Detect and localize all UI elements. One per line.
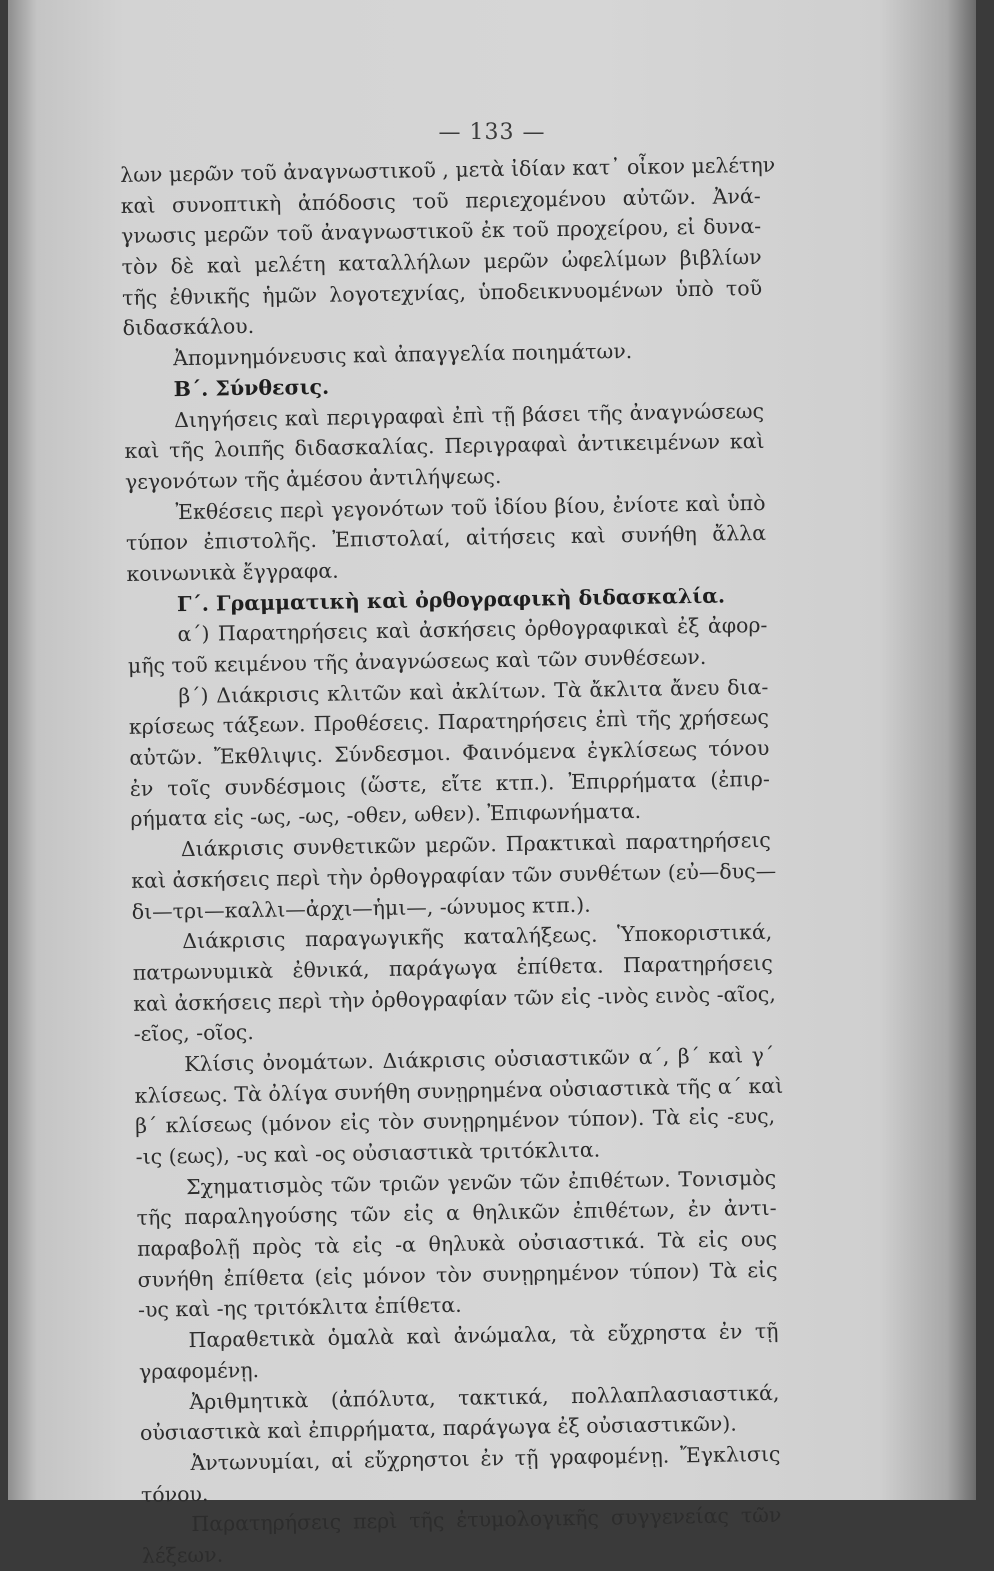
text-line: κρίσεως τάξεων. Προθέσεις. Παρατηρήσεις ἐπὶ τῆς χρήσεως xyxy=(128,705,770,740)
text-line: καὶ ἀσκήσεις περὶ τὴν ὀρθογραφίαν τῶν συνθέτων (εὐ—δυς— xyxy=(131,858,777,893)
text-line: τὸν δὲ καὶ μελέτη καταλλήλων μερῶν ὠφελίμων βιβλίων xyxy=(121,244,762,280)
page-number: — 133 — xyxy=(438,120,546,145)
text-line: Διηγήσεις καὶ περιγραφαὶ ἐπὶ τῇ βάσει τῆς ἀναγνώσεως xyxy=(173,398,765,432)
text-line: συνήθη ἐπίθετα (εἰς μόνον τὸν συνῃρημένον τύπον) Τὰ εἰς xyxy=(137,1257,778,1292)
text-line: -ις (εως), -υς καὶ -ος οὐσιαστικὰ τριτόκλιτα. xyxy=(135,1137,601,1169)
text-line: ἐν τοῖς συνδέσμοις (ὥστε, εἴτε κτπ.). Ἐπιρρήματα (ἐπιρ- xyxy=(129,766,770,801)
text-line: τόνου. xyxy=(140,1481,209,1507)
text-line: -υς καὶ -ης τριτόκλιτα ἐπίθετα. xyxy=(137,1293,462,1323)
text-line: Ἀπομνημόνευσις καὶ ἀπαγγελία ποιημάτων. xyxy=(172,339,633,371)
text-line: λέξεων. xyxy=(141,1542,224,1568)
text-line: Ἐκθέσεις περὶ γεγονότων τοῦ ἰδίου βίου, ἐνίοτε καὶ ὑπὸ xyxy=(175,490,766,524)
page-text xyxy=(120,150,782,1571)
text-line: λων μερῶν τοῦ ἀναγνωστικοῦ , μετὰ ἰδίαν κατ᾽ οἶκον μελέτην xyxy=(120,152,776,187)
text-line: Διάκρισις παραγωγικῆς καταλήξεως. Ὑποκοριστικά, xyxy=(182,920,773,954)
text-line: ρήματα εἰς -ως, -ως, -οθεν, ωθεν). Ἐπιφωνήματα. xyxy=(130,799,642,832)
text-line: διδασκάλου. xyxy=(122,314,255,341)
text-line: -εῖος, -οῖος. xyxy=(133,1020,254,1047)
text-line: τῆς ἐθνικῆς ἡμῶν λογοτεχνίας, ὑποδεικνυομένων ὑπὸ τοῦ xyxy=(121,275,763,310)
text-line: παραβολῇ πρὸς τὰ εἰς -α θηλυκὰ οὐσιαστικά. Τὰ εἰς ους xyxy=(136,1226,778,1261)
text-line: αὐτῶν. Ἔκθλιψις. Σύνδεσμοι. Φαινόμενα ἐγκλίσεως τόνου xyxy=(129,735,770,770)
text-line: α΄) Παρατηρήσεις καὶ ἀσκήσεις ὀρθογραφικαὶ ἐξ ἀφορ- xyxy=(177,613,768,647)
text-line: β΄) Διάκρισις κλιτῶν καὶ ἀκλίτων. Τὰ ἄκλιτα ἄνευ δια- xyxy=(178,674,769,708)
text-line: καὶ συνοπτικὴ ἀπόδοσις τοῦ περιεχομένου αὐτῶν. Ἀνά- xyxy=(120,183,761,218)
text-line: Ἀντωνυμίαι, αἱ εὔχρηστοι ἐν τῇ γραφομένῃ. Ἔγκλισις xyxy=(190,1441,781,1475)
text-line: Παρατηρήσεις περὶ τῆς ἐτυμολογικῆς συγγενείας τῶν xyxy=(191,1503,782,1537)
text-line: οὐσιαστικὰ καὶ ἐπιρρήματα, παράγωγα ἐξ οὐσιαστικῶν). xyxy=(139,1411,737,1446)
text-line: Κλίσις ὀνομάτων. Διάκρισις οὐσιαστικῶν α΄, β΄ καὶ γ΄ xyxy=(184,1042,775,1077)
text-line: τύπον ἐπιστολῆς. Ἐπιστολαί, αἰτήσεις καὶ συνήθη ἄλλα xyxy=(125,521,767,556)
text-line: Παραθετικὰ ὁμαλὰ καὶ ἀνώμαλα, τὰ εὔχρηστα ἐν τῇ xyxy=(188,1318,779,1353)
text-line: γνωσις μερῶν τοῦ ἀναγνωστικοῦ ἐκ τοῦ προχείρου, εἰ δυνα- xyxy=(121,214,762,249)
text-line: γραφομένῃ. xyxy=(138,1357,260,1384)
text-line: Σχηματισμὸς τῶν τριῶν γενῶν τῶν ἐπιθέτων. Τονισμὸς xyxy=(185,1165,777,1199)
text-line: Διάκρισις συνθετικῶν μερῶν. Πρακτικαὶ παρατηρήσεις xyxy=(180,827,771,862)
text-line: δι—τρι—καλλι—ἀρχι—ἡμι—, -ώνυμος κτπ.). xyxy=(131,892,591,924)
text-line: πατρωνυμικὰ ἐθνικά, παράγωγα ἐπίθετα. Παρατηρήσεις xyxy=(132,950,773,985)
section-heading: Γ΄. Γραμματικὴ καὶ ὀρθογραφικὴ διδασκαλία. xyxy=(176,583,726,616)
text-line: τῆς παραληγούσης τῶν εἰς α θηλικῶν ἐπιθέτων, ἐν ἀντι- xyxy=(136,1196,777,1231)
text-line: καὶ ἀσκήσεις περὶ τὴν ὀρθογραφίαν τῶν εἰς -ινὸς εινὸς -αῖος, xyxy=(133,981,776,1016)
text-line: μῆς τοῦ κειμένου τῆς ἀναγνώσεως καὶ τῶν συνθέσεων. xyxy=(127,644,707,678)
text-line: καὶ τῆς λοιπῆς διδασκαλίας. Περιγραφαὶ ἀντικειμένων καὶ xyxy=(124,429,765,464)
section-heading: Β΄. Σύνθεσις. xyxy=(173,374,330,401)
text-line: κοινωνικὰ ἔγγραφα. xyxy=(126,558,339,586)
text-line: κλίσεως. Τὰ ὀλίγα συνήθη συνῃρημένα οὐσιαστικὰ τῆς α΄ καὶ xyxy=(134,1073,784,1108)
text-line: β΄ κλίσεως (μόνον εἰς τὸν συνῃρημένον τύπον). Τὰ εἰς -ευς, xyxy=(134,1104,776,1139)
book-page xyxy=(8,0,976,1568)
text-line: Ἀριθμητικὰ (ἀπόλυτα, τακτικά, πολλαπλασιαστικά, xyxy=(189,1380,780,1414)
text-line: γεγονότων τῆς ἀμέσου ἀντιλήψεως. xyxy=(124,463,502,494)
